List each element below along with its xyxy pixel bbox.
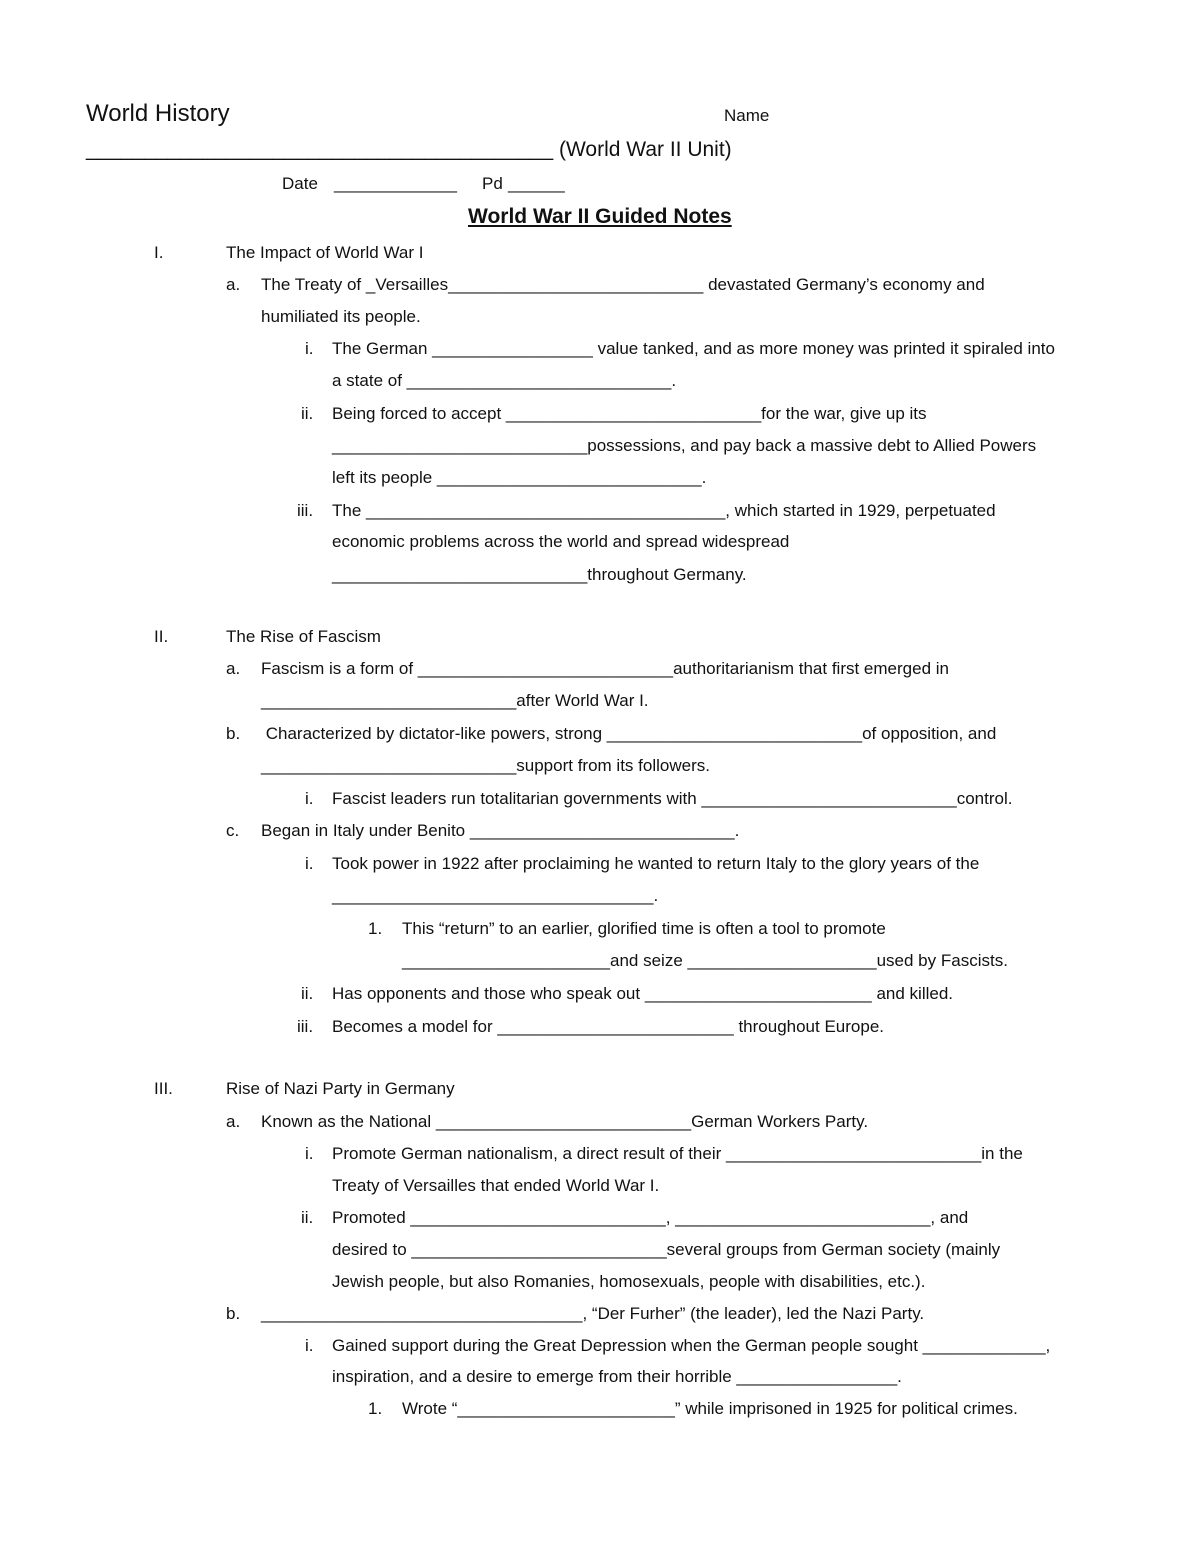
item-marker: i. <box>305 339 314 358</box>
note-line: Began in Italy under Benito ____________________________. <box>261 821 740 840</box>
item-marker: b. <box>226 1304 241 1323</box>
note-line: ___________________________support from its followers. <box>261 756 710 775</box>
item-marker: a. <box>226 1112 241 1131</box>
note-line: ___________________________throughout Germany. <box>332 565 747 584</box>
date-blank: _____________ <box>334 174 457 193</box>
item-marker: i. <box>305 1336 314 1355</box>
item-marker: i. <box>305 854 314 873</box>
item-marker: c. <box>226 821 240 840</box>
note-line: ______________________and seize ____________________used by Fascists. <box>402 951 1008 970</box>
item-marker: ii. <box>301 1208 314 1227</box>
note-line: Gained support during the Great Depression when the German people sought _____________, <box>332 1336 1051 1355</box>
note-line: economic problems across the world and spread widespread <box>332 532 790 551</box>
note-line: Took power in 1922 after proclaiming he wanted to return Italy to the glory years of the <box>332 854 980 873</box>
note-line: ___________________________possessions, and pay back a massive debt to Allied Powers <box>332 436 1037 455</box>
note-line: Treaty of Versailles that ended World War I. <box>332 1176 660 1195</box>
note-line: inspiration, and a desire to emerge from their horrible _________________. <box>332 1367 902 1386</box>
note-line: __________________________________. <box>332 886 659 905</box>
note-line: ___________________________after World War I. <box>261 691 649 710</box>
item-marker: a. <box>226 659 241 678</box>
section-marker: II. <box>154 627 169 646</box>
note-line: The ______________________________________, which started in 1929, perpetuated <box>332 501 996 520</box>
item-marker: ii. <box>301 404 314 423</box>
section-heading: The Impact of World War I <box>226 243 424 262</box>
note-line: The German _________________ value tanked, and as more money was printed it spiraled into <box>332 339 1055 358</box>
note-line: desired to ___________________________several groups from German society (mainly <box>332 1240 1001 1259</box>
item-marker: 1. <box>368 919 383 938</box>
page-title: World War II Guided Notes <box>468 205 732 228</box>
item-marker: iii. <box>297 501 314 520</box>
note-line: __________________________________, “Der Furher” (the leader), led the Nazi Party. <box>261 1304 925 1323</box>
course-title: World History <box>86 100 230 127</box>
item-marker: b. <box>226 724 241 743</box>
section-heading: The Rise of Fascism <box>226 627 381 646</box>
note-line: humiliated its people. <box>261 307 421 326</box>
note-line: This “return” to an earlier, glorified time is often a tool to promote <box>402 919 886 938</box>
item-marker: i. <box>305 789 314 808</box>
name-line-unit: ________________________________________ (World War II Unit) <box>86 138 732 161</box>
note-line: Characterized by dictator-like powers, strong ___________________________of opposition, and <box>261 724 997 743</box>
note-line: Promote German nationalism, a direct result of their ___________________________in the <box>332 1144 1023 1163</box>
note-line: Has opponents and those who speak out ________________________ and killed. <box>332 984 954 1003</box>
note-line: Fascist leaders run totalitarian governments with ___________________________control. <box>332 789 1013 808</box>
item-marker: ii. <box>301 984 314 1003</box>
pd-blank: ______ <box>508 174 565 193</box>
item-marker: iii. <box>297 1017 314 1036</box>
note-line: The Treaty of _Versailles___________________________ devastated Germany’s economy and <box>261 275 985 294</box>
date-label: Date <box>282 174 318 193</box>
note-line: left its people ____________________________. <box>332 468 707 487</box>
section-heading: Rise of Nazi Party in Germany <box>226 1079 455 1098</box>
name-label: Name <box>724 106 770 125</box>
note-line: a state of ____________________________. <box>332 371 677 390</box>
section-marker: I. <box>154 243 164 262</box>
note-line: Becomes a model for _________________________ throughout Europe. <box>332 1017 884 1036</box>
note-line: Wrote “_______________________” while imprisoned in 1925 for political crimes. <box>402 1399 1018 1418</box>
note-line: Known as the National ___________________________German Workers Party. <box>261 1112 869 1131</box>
note-line: Jewish people, but also Romanies, homosexuals, people with disabilities, etc.). <box>332 1272 926 1291</box>
note-line: Being forced to accept ___________________________for the war, give up its <box>332 404 927 423</box>
pd-label: Pd <box>482 174 503 193</box>
note-line: Promoted ___________________________, ___________________________, and <box>332 1208 969 1227</box>
item-marker: 1. <box>368 1399 383 1418</box>
section-marker: III. <box>154 1079 173 1098</box>
item-marker: a. <box>226 275 241 294</box>
note-line: Fascism is a form of ___________________________authoritarianism that first emerged in <box>261 659 949 678</box>
item-marker: i. <box>305 1144 314 1163</box>
